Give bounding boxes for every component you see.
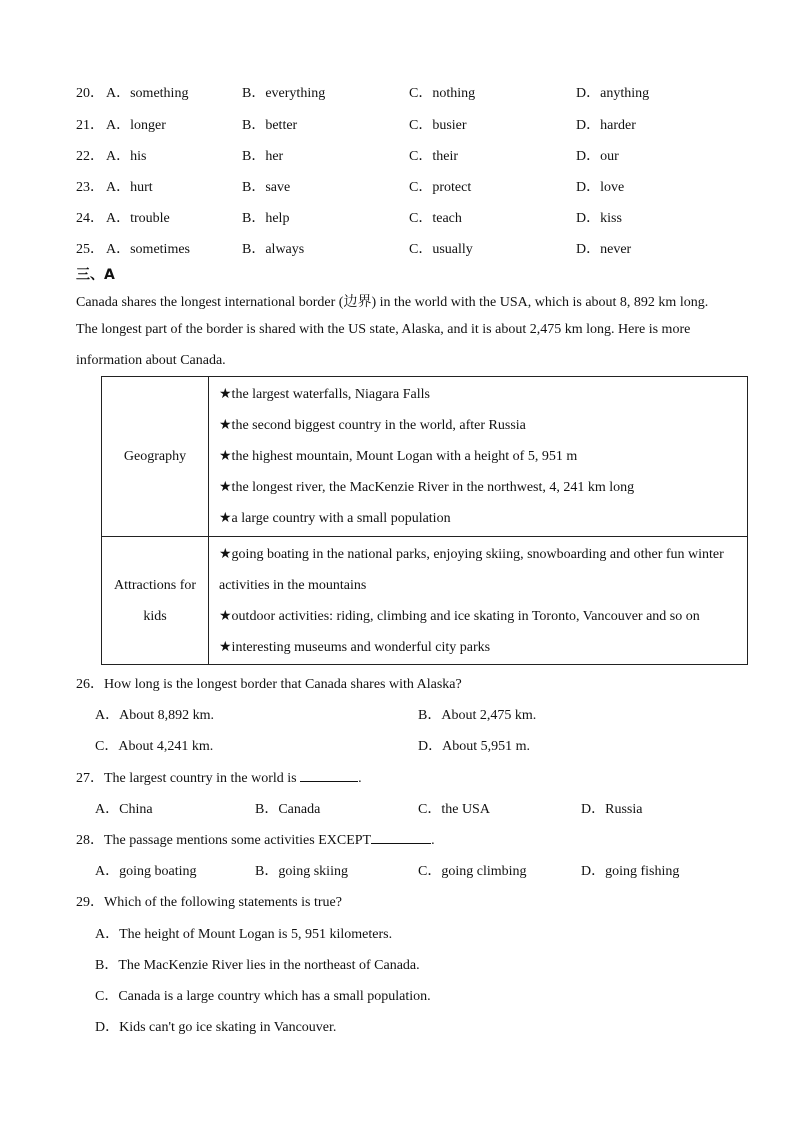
q26-option-b: B．About 2,475 km. — [418, 708, 537, 723]
option-c: C．teach — [409, 211, 462, 226]
option-c: C．nothing — [409, 86, 476, 101]
option-d: D．harder — [576, 118, 636, 133]
question-number: 20． — [76, 86, 104, 101]
option-a: A．something — [106, 86, 189, 101]
q26-option-d: D．About 5,951 m. — [418, 739, 530, 754]
option-c: C．busier — [409, 118, 467, 133]
option-d: D．anything — [576, 86, 650, 101]
answer-row-22 — [76, 145, 776, 165]
option-c: C．protect — [409, 180, 472, 195]
attractions-label-line-2: kids — [143, 608, 167, 624]
question-28-end: . — [431, 833, 435, 848]
q29-option-b: B．The MacKenzie River lies in the northeast of Canada. — [95, 958, 420, 973]
question-27 — [76, 767, 362, 787]
question-number: 23． — [76, 180, 104, 195]
canada-info-table — [101, 376, 748, 665]
answer-blank — [371, 829, 431, 844]
answer-row-25 — [76, 238, 776, 258]
q29-option-d: D．Kids can't go ice skating in Vancouver. — [95, 1020, 337, 1035]
geography-label: Geography — [102, 377, 209, 537]
q27-option-d: D．Russia — [581, 802, 643, 817]
question-28 — [76, 829, 435, 849]
passage-line-1: Canada shares the longest international border (边界) in the world with the USA, which is about 8, 892 km long. — [76, 295, 709, 310]
question-number: 22． — [76, 149, 104, 164]
table-row-attractions — [102, 537, 748, 665]
q27-option-c: C．the USA — [418, 802, 490, 817]
question-number: 25． — [76, 242, 104, 257]
q29-option-c: C．Canada is a large country which has a small population. — [95, 989, 431, 1004]
option-b: B．help — [242, 211, 290, 226]
answer-row-21 — [76, 114, 776, 134]
option-d: D．love — [576, 180, 625, 195]
option-b: B．always — [242, 242, 305, 257]
question-number: 24． — [76, 211, 104, 226]
list-item: ★the highest mountain, Mount Logan with a height of 5, 951 m — [219, 449, 578, 464]
answer-blank — [300, 767, 358, 782]
option-b: B．save — [242, 180, 291, 195]
geography-items — [209, 377, 748, 537]
q28-option-b: B．going skiing — [255, 864, 348, 879]
option-d: D．never — [576, 242, 632, 257]
q29-option-a: A．The height of Mount Logan is 5, 951 kilometers. — [95, 927, 393, 942]
list-item: ★the largest waterfalls, Niagara Falls — [219, 387, 430, 402]
question-27-end: . — [358, 771, 362, 786]
list-item: ★a large country with a small population — [219, 511, 451, 526]
attractions-items — [209, 537, 748, 665]
question-28-stem: 28．The passage mentions some activities EXCEPT — [76, 833, 372, 848]
passage-line-2: The longest part of the border is shared with the US state, Alaska, and it is about 2,475 km long. Here is more — [76, 322, 691, 337]
q26-option-c: C．About 4,241 km. — [95, 739, 214, 754]
attractions-label — [102, 537, 209, 665]
list-item: ★outdoor activities: riding, climbing and ice skating in Toronto, Vancouver and so on — [219, 608, 700, 624]
answer-row-20 — [76, 82, 776, 102]
option-a: A．sometimes — [106, 242, 190, 257]
option-c: C．usually — [409, 242, 473, 257]
answer-row-24 — [76, 207, 776, 227]
option-a: A．hurt — [106, 180, 153, 195]
attractions-label-line-1: Attractions for — [113, 577, 197, 593]
list-item: ★interesting museums and wonderful city parks — [219, 639, 491, 655]
passage-line-3: information about Canada. — [76, 353, 226, 368]
q28-option-c: C．going climbing — [418, 864, 527, 879]
list-item: ★the second biggest country in the world, after Russia — [219, 418, 526, 433]
q28-option-a: A．going boating — [95, 864, 197, 879]
q27-option-b: B．Canada — [255, 802, 321, 817]
section-heading: 三、A — [76, 267, 115, 283]
list-item: activities in the mountains — [219, 577, 367, 593]
list-item: ★the longest river, the MacKenzie River in the northwest, 4, 241 km long — [219, 480, 635, 495]
option-b: B．her — [242, 149, 284, 164]
question-29-stem: 29．Which of the following statements is true? — [76, 895, 342, 910]
question-number: 21． — [76, 118, 104, 133]
option-a: A．his — [106, 149, 147, 164]
option-b: B．better — [242, 118, 298, 133]
option-b: B．everything — [242, 86, 326, 101]
list-item: ★going boating in the national parks, enjoying skiing, snowboarding and other fun winter — [219, 546, 724, 562]
option-d: D．kiss — [576, 211, 622, 226]
option-a: A．longer — [106, 118, 166, 133]
q27-option-a: A．China — [95, 802, 153, 817]
question-26-stem: 26．How long is the longest border that Canada shares with Alaska? — [76, 677, 462, 692]
q28-option-d: D．going fishing — [581, 864, 680, 879]
answer-row-23 — [76, 176, 776, 196]
question-27-stem: 27．The largest country in the world is — [76, 771, 297, 786]
option-d: D．our — [576, 149, 619, 164]
table-row-geography — [102, 377, 748, 537]
option-c: C．their — [409, 149, 458, 164]
q26-option-a: A．About 8,892 km. — [95, 708, 214, 723]
option-a: A．trouble — [106, 211, 170, 226]
